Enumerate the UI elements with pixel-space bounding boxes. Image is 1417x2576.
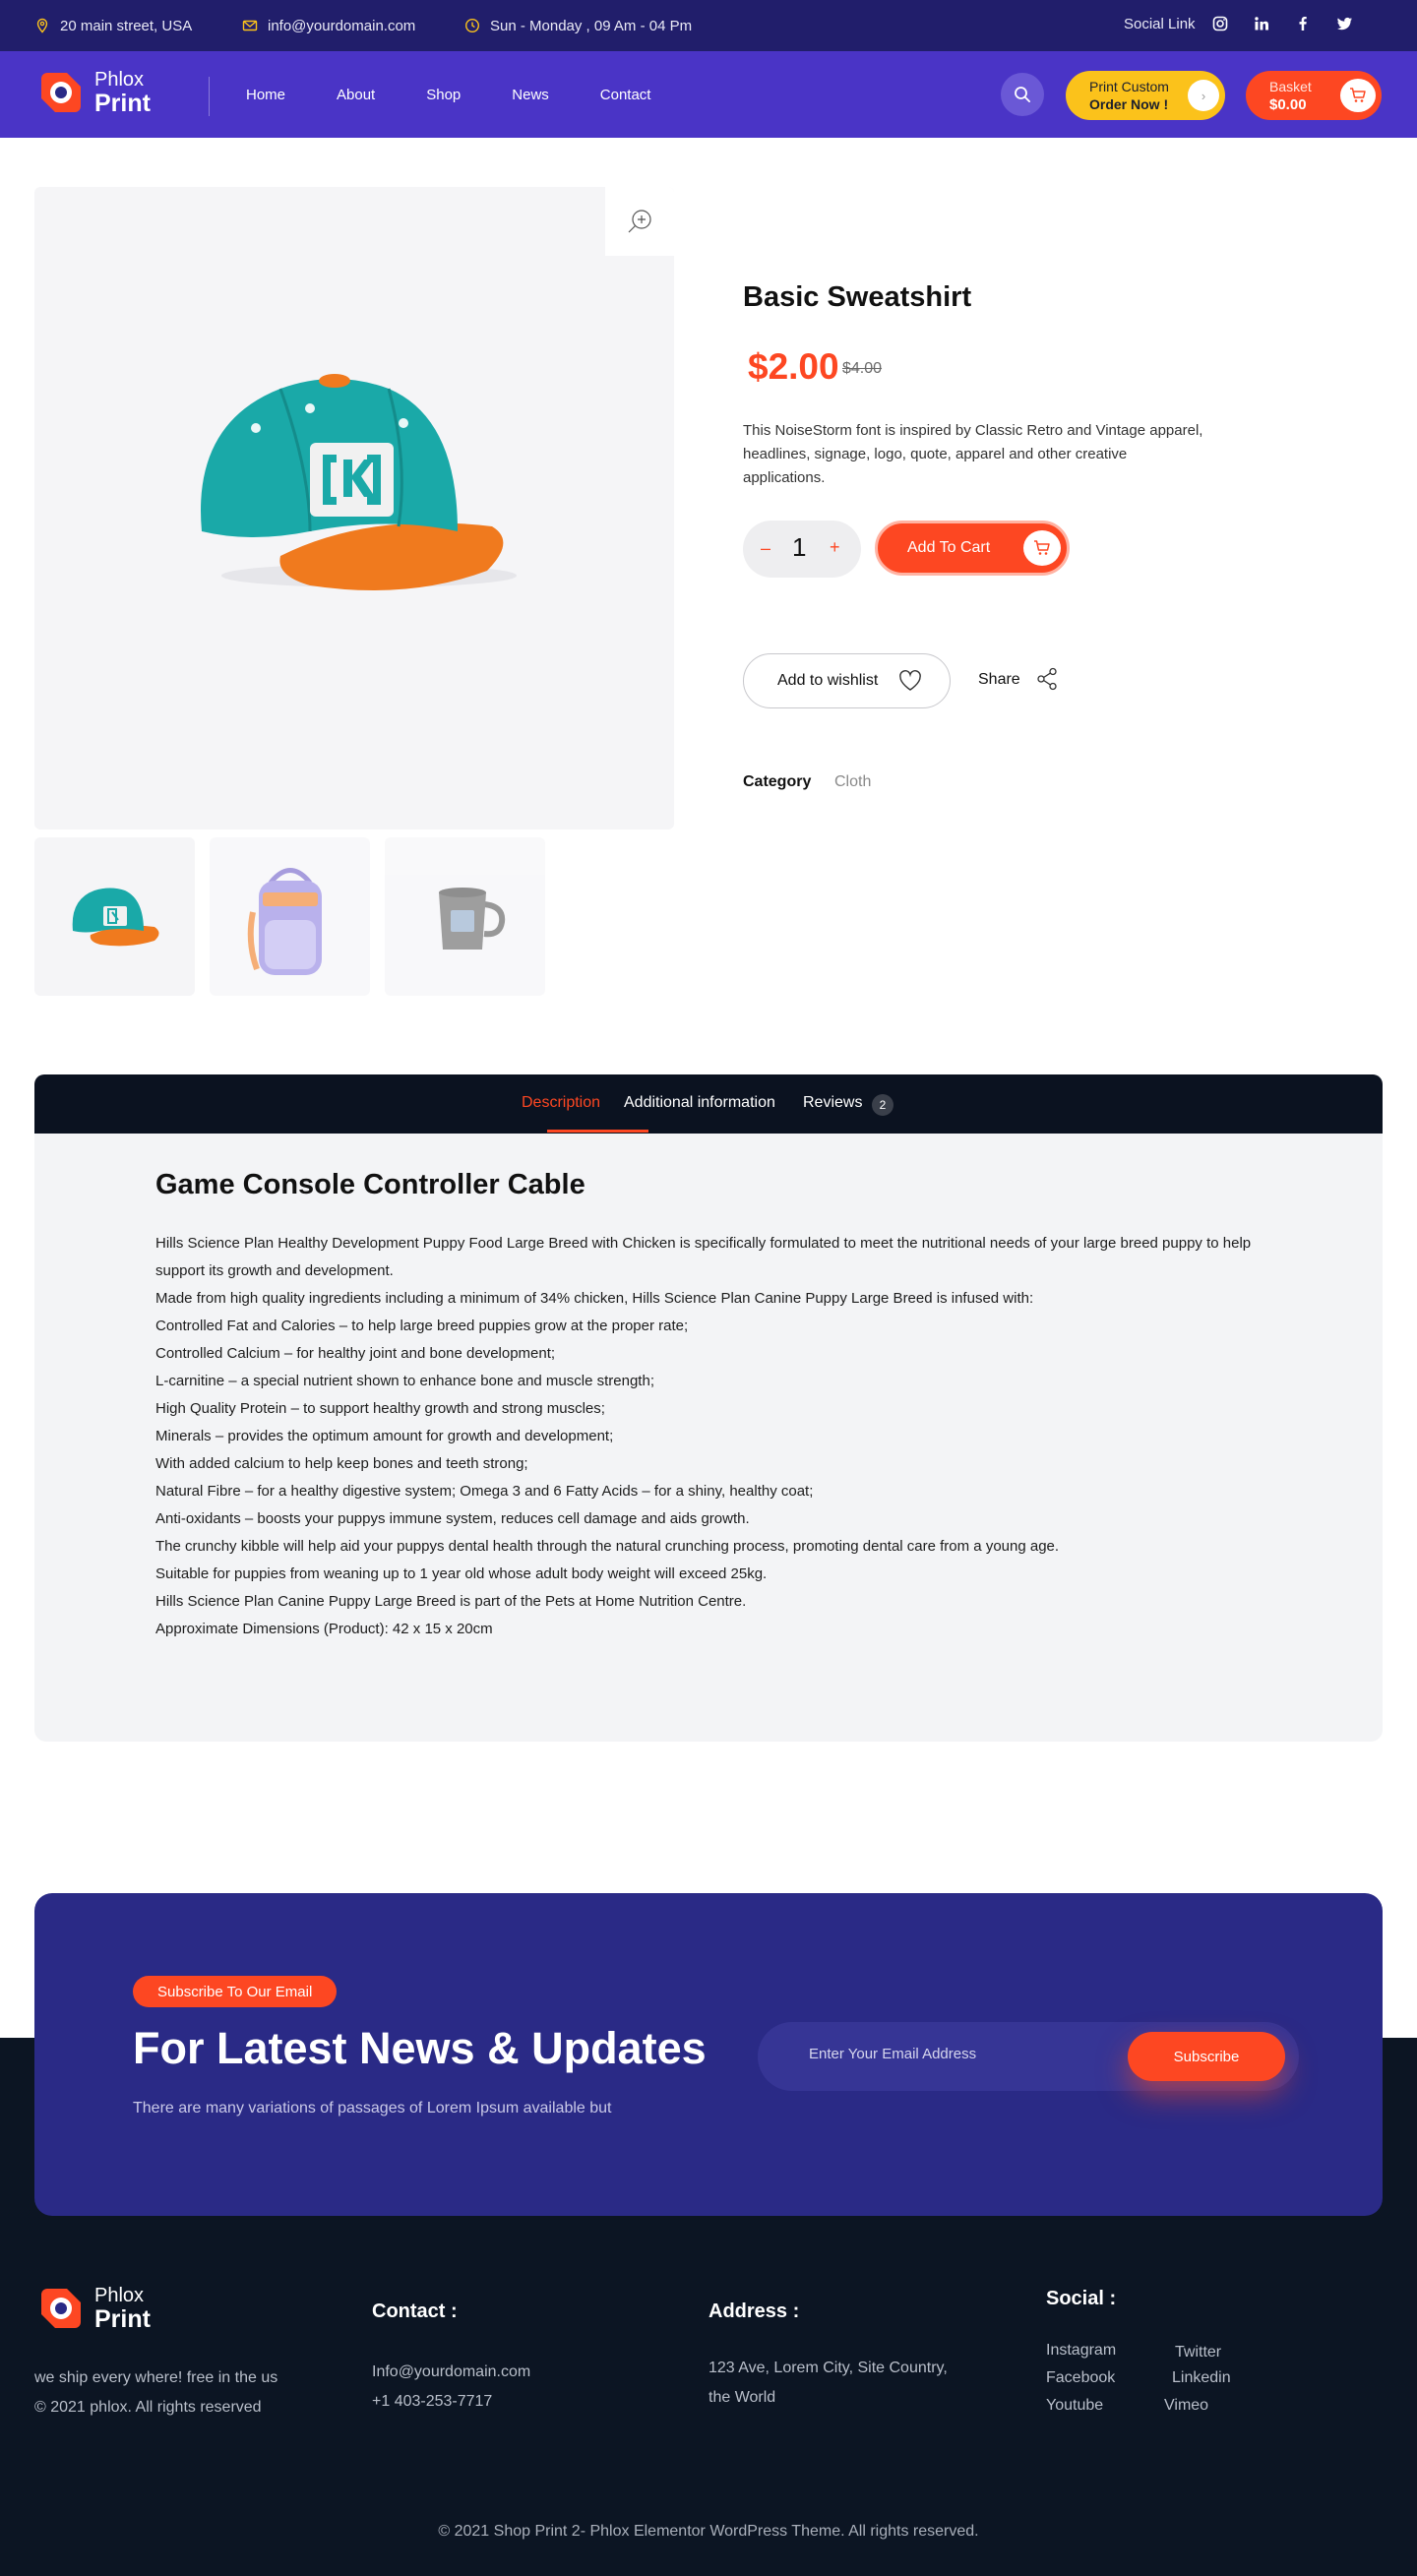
panel-description	[155, 1230, 1258, 1643]
footer-rights: © 2021 phlox. All rights reserved	[34, 2399, 262, 2416]
product-title: Basic Sweatshirt	[743, 281, 972, 313]
quantity-increase-button[interactable]: +	[830, 537, 840, 557]
footer-copyright: © 2021 Shop Print 2- Phlox Elementor WordPress Theme. All rights reserved.	[438, 2523, 979, 2540]
active-tab-indicator	[547, 1130, 648, 1133]
header-divider	[209, 77, 210, 116]
mail-icon	[242, 18, 258, 33]
cart-icon	[1340, 79, 1376, 112]
chevron-right-icon: ›	[1188, 80, 1219, 111]
share-icon[interactable]	[1036, 667, 1058, 691]
newsletter-title: For Latest News & Updates	[133, 2023, 707, 2073]
nav-news[interactable]: News	[512, 86, 549, 103]
add-to-cart-button[interactable]	[875, 521, 1070, 576]
nav-about[interactable]: About	[337, 86, 376, 103]
address-text: 20 main street, USA	[60, 17, 193, 34]
social-title: Social :	[1046, 2288, 1117, 2309]
newsletter-subtitle: There are many variations of passages of Lorem Ipsum available but	[133, 2100, 612, 2116]
description-line: Made from high quality ingredients including a minimum of 34% chicken, Hills Science Plan Canine Puppy Large Breed is infused with:	[155, 1290, 1034, 1307]
footer-about	[34, 2363, 277, 2423]
logo-line2: Print	[94, 89, 151, 117]
nav-shop[interactable]: Shop	[426, 86, 462, 103]
product-old-price: $4.00	[842, 360, 883, 377]
main-header	[0, 51, 1417, 138]
product-tabs	[34, 1074, 1383, 1134]
instagram-icon[interactable]	[1210, 14, 1230, 33]
description-line: Controlled Calcium – for healthy joint and bone development;	[155, 1345, 556, 1362]
quantity-value[interactable]: 1	[792, 532, 807, 562]
social-link-youtube[interactable]: Youtube	[1046, 2397, 1104, 2414]
description-panel	[34, 1134, 1383, 1742]
address-line1: 123 Ave, Lorem City, Site Country,	[708, 2360, 948, 2376]
footer-logo[interactable]	[37, 2285, 151, 2332]
basket-amount: $0.00	[1269, 96, 1307, 113]
social-link-linkedin[interactable]: Linkedin	[1172, 2369, 1231, 2386]
linkedin-icon[interactable]	[1252, 14, 1271, 33]
wishlist-label: Add to wishlist	[777, 672, 879, 689]
twitter-icon[interactable]	[1334, 14, 1354, 33]
quantity-decrease-button[interactable]: –	[761, 538, 771, 558]
print-custom-label: Print Custom	[1089, 79, 1169, 94]
tab-description[interactable]: Description	[522, 1094, 601, 1111]
description-line: Approximate Dimensions (Product): 42 x 15 x 20cm	[155, 1621, 493, 1637]
description-line: Suitable for puppies from weaning up to 1 year old whose adult body weight will exceed 25kg.	[155, 1565, 768, 1582]
clock-icon	[464, 18, 480, 33]
newsletter-badge: Subscribe To Our Email	[133, 1976, 337, 2007]
newsletter-form	[758, 2022, 1299, 2091]
social-link-facebook[interactable]: Facebook	[1046, 2369, 1116, 2386]
address-info-footer	[708, 2354, 948, 2413]
panel-title: Game Console Controller Cable	[155, 1169, 585, 1200]
hours-info	[464, 0, 692, 51]
order-now-label: Order Now !	[1089, 96, 1169, 112]
newsletter-section	[34, 1893, 1383, 2216]
address-info	[34, 0, 192, 51]
heart-icon	[898, 670, 922, 692]
footer-logo-line1: Phlox	[94, 2284, 145, 2306]
add-to-cart-label: Add To Cart	[907, 539, 991, 556]
facebook-icon[interactable]	[1293, 14, 1313, 33]
email-text[interactable]: info@yourdomain.com	[268, 17, 416, 34]
description-line: The crunchy kibble will help aid your puppys dental health through the natural crunching process, promoting dental care from a young age.	[155, 1538, 1060, 1555]
contact-info	[372, 2358, 530, 2417]
cap-product-image	[162, 335, 556, 630]
product-description: This NoiseStorm font is inspired by Classic Retro and Vintage apparel, headlines, signage, logo, quote, apparel and other creative applications.	[743, 422, 1203, 486]
hours-text: Sun - Monday , 09 Am - 04 Pm	[490, 17, 693, 34]
location-pin-icon	[34, 18, 50, 33]
description-line: Natural Fibre – for a healthy digestive system; Omega 3 and 6 Fatty Acids – for a shiny, healthy coat;	[155, 1483, 814, 1500]
social-link-instagram[interactable]: Instagram	[1046, 2342, 1117, 2359]
search-button[interactable]	[1001, 73, 1044, 116]
description-line: Anti-oxidants – boosts your puppys immune system, reduces cell damage and aids growth.	[155, 1510, 750, 1527]
basket-label: Basket	[1269, 79, 1312, 94]
thumbnail-mug[interactable]	[385, 837, 545, 996]
subscribe-button[interactable]: Subscribe	[1128, 2032, 1285, 2081]
footer-tagline: we ship every where! free in the us	[34, 2369, 278, 2386]
social-link-label: Social Link	[1124, 15, 1196, 32]
logo-line1: Phlox	[94, 68, 145, 91]
tab-reviews[interactable]: Reviews	[803, 1094, 863, 1111]
zoom-button[interactable]	[605, 187, 674, 256]
cart-icon	[1023, 530, 1061, 566]
logo-mark-icon	[37, 2285, 85, 2332]
reviews-count-badge: 2	[872, 1094, 893, 1116]
contact-phone[interactable]: +1 403-253-7717	[372, 2393, 493, 2410]
thumbnail-cap[interactable]	[34, 837, 195, 996]
product-main-image[interactable]	[34, 187, 674, 829]
footer-logo-line2: Print	[94, 2304, 151, 2333]
backpack-thumbnail-image	[241, 853, 339, 981]
print-custom-order-button[interactable]	[1066, 71, 1225, 120]
quantity-stepper	[743, 521, 861, 578]
nav-home[interactable]: Home	[246, 86, 286, 103]
mug-thumbnail-image	[421, 873, 510, 961]
add-to-wishlist-button[interactable]	[743, 653, 951, 708]
main-nav	[246, 51, 702, 138]
address-title: Address :	[708, 2300, 800, 2322]
category-value[interactable]: Cloth	[834, 773, 872, 790]
basket-button[interactable]	[1246, 71, 1382, 120]
contact-title: Contact :	[372, 2300, 458, 2322]
zoom-in-icon	[626, 208, 653, 235]
email-input[interactable]	[809, 2046, 1104, 2062]
contact-email[interactable]: Info@yourdomain.com	[372, 2363, 531, 2380]
thumbnail-backpack[interactable]	[210, 837, 370, 996]
top-bar	[0, 0, 1417, 51]
product-thumbnails	[34, 837, 545, 996]
cap-thumbnail-image	[61, 878, 169, 956]
description-line: Controlled Fat and Calories – to help large breed puppies grow at the proper rate;	[155, 1318, 689, 1334]
description-line: Hills Science Plan Canine Puppy Large Breed is part of the Pets at Home Nutrition Centre.	[155, 1593, 747, 1610]
email-info[interactable]	[242, 0, 415, 51]
category-label: Category	[743, 773, 812, 790]
description-line: Minerals – provides the optimum amount for growth and development;	[155, 1428, 614, 1444]
description-line: With added calcium to help keep bones and teeth strong;	[155, 1455, 528, 1472]
product-price: $2.00	[748, 346, 839, 387]
social-link-twitter[interactable]: Twitter	[1175, 2344, 1222, 2361]
share-label[interactable]: Share	[978, 671, 1020, 688]
search-icon	[1014, 86, 1031, 103]
nav-contact[interactable]: Contact	[599, 86, 651, 103]
description-line: L-carnitine – a special nutrient shown to enhance bone and muscle strength;	[155, 1373, 654, 1389]
description-line: High Quality Protein – to support healthy growth and strong muscles;	[155, 1400, 605, 1417]
site-logo[interactable]	[37, 69, 151, 116]
social-link-vimeo[interactable]: Vimeo	[1164, 2397, 1209, 2414]
address-line2: the World	[708, 2389, 776, 2406]
logo-mark-icon	[37, 69, 85, 116]
topbar-social-icons	[1210, 0, 1354, 47]
tab-additional-information[interactable]: Additional information	[624, 1094, 775, 1111]
description-line: Hills Science Plan Healthy Development Puppy Food Large Breed with Chicken is specifically formulated to meet the nutritional needs of your large breed puppy to help support its growth and development.	[155, 1235, 1252, 1279]
